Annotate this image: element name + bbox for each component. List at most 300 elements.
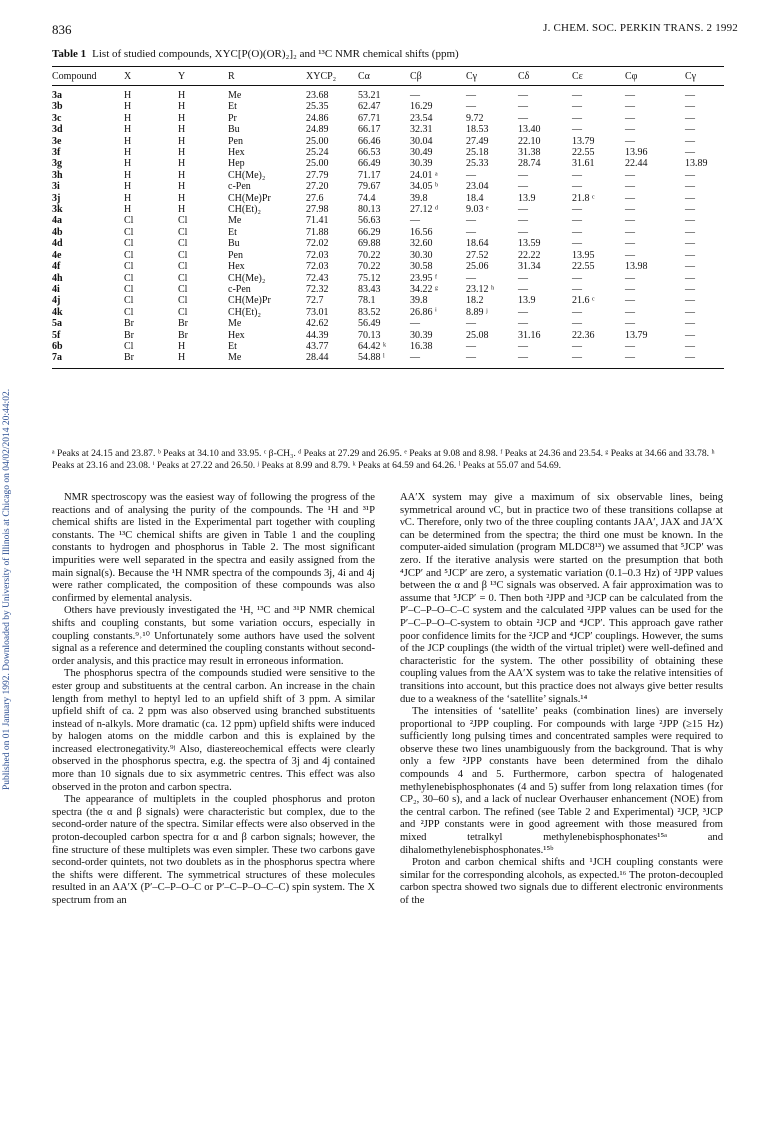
table-cell: — [518, 204, 528, 216]
table-cell: H [124, 124, 132, 136]
table-cell: — [685, 147, 695, 159]
table-cell: — [625, 340, 635, 352]
table-cell: CH(Me)Pr [228, 295, 271, 307]
compound-id-cell: 3g [52, 158, 62, 170]
table-cell: 25.33 [466, 158, 489, 170]
table-row [52, 261, 724, 272]
table-row [52, 352, 724, 368]
table-cell: — [685, 306, 695, 318]
table-cell: — [518, 226, 528, 238]
table-cell: — [685, 329, 695, 341]
table-cell: — [625, 204, 635, 216]
table-cell: — [572, 124, 582, 136]
table-cell: — [625, 169, 635, 181]
table-cell: 70.13 [358, 329, 381, 341]
table-cell: Br [124, 329, 134, 341]
table-cell: — [685, 283, 695, 295]
compound-id-cell: 3a [52, 90, 62, 101]
table-cell: — [410, 215, 420, 227]
table-cell: 23.95 ᶠ [410, 272, 438, 284]
table-cell: — [625, 101, 635, 113]
table-cell: — [625, 192, 635, 204]
table-cell: Et [228, 340, 237, 352]
table-cell: Hex [228, 147, 245, 159]
table-cell: — [518, 169, 528, 181]
table-cell: Cl [124, 226, 134, 238]
table-cell: Me [228, 90, 242, 101]
table-cell: — [625, 90, 635, 101]
table-cell: Cl [178, 238, 188, 250]
compound-id-cell: 3e [52, 135, 62, 147]
table-cell: Hex [228, 261, 245, 273]
table-cell: 24.89 [306, 124, 329, 136]
table-cell: 21.8 ᶜ [572, 192, 595, 204]
table-cell: c-Pen [228, 283, 251, 295]
table-cell: 72.32 [306, 283, 329, 295]
table-body [52, 86, 724, 369]
compound-id-cell: 4k [52, 306, 63, 318]
compound-id-cell: 3i [52, 181, 60, 193]
table-cell: Cl [178, 261, 188, 273]
table-cell: — [572, 101, 582, 113]
table-cell: 30.39 [410, 329, 433, 341]
table-caption-text: List of studied compounds, XYC[P(O)(OR)₂]₂ and ¹³C NMR chemical shifts (ppm) [92, 48, 459, 60]
table-cell: Br [124, 318, 134, 330]
table-cell: 25.18 [466, 147, 489, 159]
table-cell: — [625, 238, 635, 250]
table-cell: Br [178, 329, 188, 341]
table-row [52, 170, 724, 181]
paragraph: The appearance of multiplets in the coupled phosphorus and proton spectra (the α and β signals) were characteristic but complex, due to the second-order nature of the spectra. Similar effects were also observed in the proton-decoupled carbon spectra for α and β carbon signals; however, the fine structure of these multiplets was even simpler. These two carbons gave second-order quintets, not two doublets as in the phosphorus spectra where the shifts were different. The symmetrical structures of these molecules resulted in an AA′X (P′–C–P–O–C or P′–C–P–O–C–C) spin system. The X spectrum from an [52, 794, 375, 906]
compound-id-cell: 5f [52, 329, 61, 341]
table-row [52, 181, 724, 192]
table-cell: CH(Me)₂ [228, 169, 266, 181]
column-header: Compound [52, 67, 124, 86]
table-cell: H [124, 192, 132, 204]
table-cell: 66.17 [358, 124, 381, 136]
table-cell: — [685, 181, 695, 193]
table-cell: H [178, 192, 186, 204]
table-cell: Br [124, 352, 178, 368]
table-cell: Cl [178, 306, 188, 318]
table-cell: 13.9 [518, 295, 536, 307]
table-cell: — [572, 283, 582, 295]
table-cell: 23.12 ʰ [466, 283, 495, 295]
table-cell: — [685, 90, 695, 101]
table-cell: 28.74 [518, 158, 541, 170]
table-row [52, 330, 724, 341]
table-cell: — [625, 249, 635, 261]
compound-id-cell: 4a [52, 215, 62, 227]
table-cell: — [685, 261, 695, 273]
table-cell: 66.53 [358, 147, 381, 159]
table-cell: H [178, 124, 186, 136]
table-cell: H [178, 90, 186, 101]
table-cell: 66.46 [358, 135, 381, 147]
column-header: Cε [572, 67, 625, 86]
table-cell: 18.53 [466, 124, 489, 136]
table-cell: Me [228, 318, 242, 330]
running-head: J. CHEM. SOC. PERKIN TRANS. 2 1992 [543, 22, 738, 34]
table-cell: — [518, 318, 528, 330]
table-cell: 22.55 [572, 147, 595, 159]
table-cell: CH(Me)₂ [228, 272, 266, 284]
table-cell: 8.89 ʲ [466, 306, 488, 318]
table-cell: CH(Me)Pr [228, 192, 271, 204]
table-row [52, 124, 724, 135]
compound-id-cell: 3k [52, 204, 63, 216]
table-cell: — [466, 340, 476, 352]
table-cell: — [572, 318, 582, 330]
table-cell: 70.22 [358, 261, 381, 273]
table-cell: Hep [228, 158, 245, 170]
table-cell: 75.12 [358, 272, 381, 284]
table-cell: 13.95 [572, 249, 595, 261]
table-cell: 13.98 [625, 261, 648, 273]
column-header: Cα [358, 67, 410, 86]
table-cell: H [124, 204, 132, 216]
table-cell: — [572, 181, 582, 193]
table-cell: — [410, 318, 420, 330]
table-cell: Cl [124, 295, 134, 307]
table-header-row [52, 67, 724, 86]
left-text-column [52, 492, 375, 908]
table-cell: 34.22 ᵍ [410, 283, 439, 295]
table-cell: — [518, 283, 528, 295]
table-cell: 71.88 [306, 226, 329, 238]
table-cell: H [178, 352, 228, 368]
compound-id-cell: 4i [52, 283, 60, 295]
table-cell: 18.64 [466, 238, 489, 250]
table-cell: 83.43 [358, 283, 381, 295]
table-row [52, 238, 724, 249]
table-cell: 13.96 [625, 147, 648, 159]
table-cell: — [466, 215, 476, 227]
table-row [52, 284, 724, 295]
table-cell: — [572, 169, 582, 181]
right-text-column [400, 492, 723, 908]
table-row [52, 227, 724, 238]
compound-id-cell: 3b [52, 101, 63, 113]
table-cell: Cl [124, 249, 134, 261]
table-cell: 80.13 [358, 204, 381, 216]
compound-id-cell: 4b [52, 226, 63, 238]
table-cell: 69.88 [358, 238, 381, 250]
table-cell: 31.38 [518, 147, 541, 159]
table-cell: H [178, 147, 186, 159]
table-cell: 22.55 [572, 261, 595, 273]
table-row [52, 136, 724, 147]
table-cell: 27.52 [466, 249, 489, 261]
table-cell: Cl [124, 238, 134, 250]
table-cell: Et [228, 226, 237, 238]
table-cell: 66.29 [358, 226, 381, 238]
table-cell: 79.67 [358, 181, 381, 193]
table-cell: — [685, 295, 695, 307]
column-header: Y [178, 67, 228, 86]
table-cell: 27.98 [306, 204, 329, 216]
table-cell: H [124, 135, 132, 147]
table-cell: — [518, 181, 528, 193]
table-cell: — [466, 169, 476, 181]
column-header: Cφ [625, 67, 685, 86]
table-cell: 72.43 [306, 272, 329, 284]
table-cell: H [178, 204, 186, 216]
table-cell: — [685, 238, 695, 250]
table-cell: — [685, 169, 695, 181]
table-cell: H [124, 158, 132, 170]
table-cell: — [572, 238, 582, 250]
table-cell: 30.30 [410, 249, 433, 261]
table-cell: 72.02 [306, 238, 329, 250]
column-header: Cδ [518, 67, 572, 86]
table-cell: 24.01 ᵃ [410, 169, 438, 181]
table-cell: — [466, 352, 518, 368]
table-cell: 39.8 [410, 192, 428, 204]
table-cell: 64.42 ᵏ [358, 340, 387, 352]
table-cell: — [518, 215, 528, 227]
table-cell: 34.05 ᵇ [410, 181, 439, 193]
table-row [52, 250, 724, 261]
table-cell: — [518, 340, 528, 352]
compound-id-cell: 3f [52, 147, 61, 159]
table-cell: 30.49 [410, 147, 433, 159]
table-cell: 22.10 [518, 135, 541, 147]
table-cell: 31.34 [518, 261, 541, 273]
column-header: R [228, 67, 306, 86]
table-cell: 22.44 [625, 158, 648, 170]
table-cell: 72.03 [306, 261, 329, 273]
table-cell: — [625, 181, 635, 193]
table-cell: — [518, 90, 528, 101]
table-cell: 39.8 [410, 295, 428, 307]
table-cell: — [685, 249, 695, 261]
column-header: X [124, 67, 178, 86]
table-cell: — [410, 90, 420, 101]
table-cell: Pr [228, 112, 237, 124]
table-cell: — [572, 90, 582, 101]
table-cell: 16.38 [410, 340, 433, 352]
table-cell: — [518, 306, 528, 318]
table-cell: 26.86 ⁱ [410, 306, 437, 318]
table-cell: 13.9 [518, 192, 536, 204]
table-cell: 13.40 [518, 124, 541, 136]
table-cell: Bu [228, 238, 240, 250]
table-cell: 21.6 ᶜ [572, 295, 595, 307]
table-cell: 71.41 [306, 215, 329, 227]
table-cell: — [518, 112, 528, 124]
paragraph: NMR spectroscopy was the easiest way of following the progress of the reactions and of analysing the purity of the compounds. The ¹H and ³¹P chemical shifts are listed in the Experimental part together with coupling constants. The ¹³C chemical shifts are given in Table 1 and the coupling constants to hydrogen and phosphorus in Table 2. The most significant impurities were well separated in the spectra and easily assigned from the main signal(s). Because the ¹H NMR spectra of the compounds 3j, 4i and 4j were rather complicated, the composition of these compounds was also confirmed by elemental analysis. [52, 492, 375, 604]
table-cell: 22.22 [518, 249, 541, 261]
paragraph: Others have previously investigated the ¹H, ¹³C and ³¹P NMR chemical shifts and coupling constants, but some variation occurs, especially in coupling constants.⁹˒¹⁰ Unfortunately some authors have used the solvent signal as a reference and determined the coupling constants without second-order analysis, and this practice may result in erroneous information. [52, 605, 375, 667]
paragraph: AA′X system may give a maximum of six observable lines, being symmetrical around νC, but in practice two of these transitions collapse at νC. Therefore, only two of the three coupling contants JAA′, JAX and JA′X can be determined from the spectra; the third one must be known. In the computer-aided simulation (program MLDC8¹³) we assumed that ⁵JCP′ was zero. If the iterative analysis were started on the presumption that both ⁴JCP′ and ⁵JCP′ are zero, a systematic variation (0.1–0.3 Hz) of ²JPP values between the α and β ¹³C signals was observed. A fair approximation was to assume that ⁵JCP′ = 0. Then both ²JPP and ³JCP can be calculated from the P′–C–P–O–C–C system and the calculated ²JPP values can be used for the P′–C–P–O–C-system to obtain ²JCP and ⁴JCP′. This approach gave rather poor confidence limits for the ²JCP and ⁴JCP′ couplings. However, the sums of the JCP couplings (the width of the virtual triplet) were well-defined and characteristic for the system. The other possibility of obtaining these coupling values from the AA′X system was to take the relative intensities of transitions into account, but this practice does not always give better results due to a weakness of the ‘satellite’ signals.¹⁴ [400, 492, 723, 705]
table-cell: Br [178, 318, 188, 330]
table-cell: — [625, 226, 635, 238]
table-cell: — [625, 272, 635, 284]
table-cell: 72.7 [306, 295, 324, 307]
table-cell: — [685, 192, 695, 204]
page-number: 836 [52, 22, 72, 37]
table-cell: Me [228, 215, 242, 227]
table-cell: 25.00 [306, 158, 329, 170]
table-cell: 83.52 [358, 306, 381, 318]
paragraph: The intensities of ‘satellite’ peaks (combination lines) are inversely proportional to ²JPP coupling. For compounds with large ²JPP (≥15 Hz) sufficiently long pulsing times and concentrated samples were required to observe these two lines unambiguously from the background. That is why only a few ²JPP constants have been determined from the dihalo compounds 4 and 5. Furthermore, carbon spectra of halogenated methylenebisphosphonates (4 and 5) suffer from long relaxation times (for CP₂, 30–60 s), and a lack of nuclear Overhauser enhancement (NOE) from the central carbon. The refined (see Table 2 and Experimental) ²JCP, ³JCP and ²JPP constants were in good agreement with those measured from mixed tetralkyl methylenebisphosphonates¹⁵ᵃ and dihalomethylenebisphosphonates.¹⁵ᵇ [400, 706, 723, 856]
table-cell: — [685, 124, 695, 136]
paragraph: The phosphorus spectra of the compounds studied were sensitive to the ester group and substituents at the central carbon. An increase in the chain length from methyl to heptyl led to an upfield shift of 3 ppm. A similar upfield shift of ca. 2 ppm was also observed using branched substituents instead of n-alkyls. More dramatic (ca. 12 ppm) upfield shifts were induced by halogen atoms on the middle carbon and this is explained by the increased electronegativity.⁹ʲ Also, diastereochemical effects were clearly observed in the phosphorus spectra, e.g. the spectra of 3j and 4j contained more than 10 signals due to six asymmetric centres. This effect was also observed in the proton and carbon spectra. [52, 668, 375, 793]
table-cell: — [625, 352, 685, 368]
table-cell: 23.54 [410, 112, 433, 124]
table-cell: Hex [228, 329, 245, 341]
table-cell: 32.31 [410, 124, 433, 136]
compound-id-cell: 4j [52, 295, 61, 307]
table-cell: — [685, 352, 724, 368]
compound-id-cell: 4h [52, 272, 63, 284]
table-label: Table 1 [52, 48, 87, 60]
table-cell: 67.71 [358, 112, 381, 124]
table-cell: — [625, 283, 635, 295]
table-cell: 18.4 [466, 192, 484, 204]
table-cell: 30.58 [410, 261, 433, 273]
table-cell: 13.59 [518, 238, 541, 250]
table-cell: — [625, 306, 635, 318]
table-cell: 22.36 [572, 329, 595, 341]
table-cell: — [685, 272, 695, 284]
table-cell: 31.16 [518, 329, 541, 341]
table-row [52, 147, 724, 158]
table-cell: 78.1 [358, 295, 376, 307]
table-cell: Pen [228, 249, 243, 261]
table-cell: 13.79 [572, 135, 595, 147]
table-cell: 32.60 [410, 238, 433, 250]
table-cell: — [625, 318, 635, 330]
column-header: Cβ [410, 67, 466, 86]
compound-id-cell: 7a [52, 352, 124, 368]
table-cell: 72.03 [306, 249, 329, 261]
table-cell: — [572, 204, 582, 216]
table-row [52, 158, 724, 169]
table-cell: — [410, 352, 466, 368]
table-cell: — [685, 226, 695, 238]
table-cell: — [518, 272, 528, 284]
table-cell: — [685, 135, 695, 147]
table-cell: Cl [178, 215, 188, 227]
table-cell: H [178, 169, 186, 181]
table-cell: Me [228, 352, 306, 368]
table-cell: 66.49 [358, 158, 381, 170]
table-row [52, 86, 724, 102]
table-cell: c-Pen [228, 181, 251, 193]
table-cell: H [124, 101, 132, 113]
table-cell: H [124, 147, 132, 159]
table-cell: — [625, 112, 635, 124]
table-cell: H [124, 169, 132, 181]
table-cell: 25.06 [466, 261, 489, 273]
table-row [52, 295, 724, 306]
table-cell: 73.01 [306, 306, 329, 318]
table-row [52, 193, 724, 204]
table-cell: H [178, 112, 186, 124]
table-cell: Cl [178, 249, 188, 261]
table-cell: 27.79 [306, 169, 329, 181]
table-cell: — [685, 112, 695, 124]
compound-id-cell: 5a [52, 318, 62, 330]
table-cell: — [466, 318, 476, 330]
table-footnotes: ᵃ Peaks at 24.15 and 23.87. ᵇ Peaks at 34.10 and 33.95. ᶜ β-CH₃. ᵈ Peaks at 27.29 and 26.95. ᵉ Peaks at 9.08 and 8.98. ᶠ Peaks at 24.36 and 23.54. ᵍ Peaks at 34.66 and 33.78. ʰ Peaks at 23.16 and 23.08. ⁱ Peaks at 27.22 and 26.50. ʲ Peaks at 8.99 and 8.79. ᵏ Peaks at 64.59 and 64.26. ˡ Peaks at 55.07 and 54.69. [52, 448, 715, 471]
table-cell: 24.86 [306, 112, 329, 124]
table-cell: H [124, 112, 132, 124]
table-cell: — [685, 204, 695, 216]
table-caption [52, 48, 459, 60]
table-row [52, 101, 724, 112]
table-cell: — [685, 340, 695, 352]
table-cell: 44.39 [306, 329, 329, 341]
table-cell: — [572, 272, 582, 284]
table-cell: 13.79 [625, 329, 648, 341]
table-cell: 25.35 [306, 101, 329, 113]
table-cell: Cl [124, 215, 134, 227]
table-cell: 30.04 [410, 135, 433, 147]
table-cell: 28.44 [306, 352, 358, 368]
table-cell: — [625, 135, 635, 147]
table-cell: CH(Et)₂ [228, 306, 261, 318]
compound-id-cell: 3d [52, 124, 63, 136]
table-cell: H [178, 181, 186, 193]
table-cell: 54.88 ˡ [358, 352, 410, 368]
table-cell: — [685, 215, 695, 227]
table-cell: H [124, 181, 132, 193]
table-cell: Et [228, 101, 237, 113]
table-cell: — [685, 101, 695, 113]
table-cell: H [178, 101, 186, 113]
table-cell: 31.61 [572, 158, 595, 170]
table-cell: H [178, 340, 186, 352]
column-header: Cγ [685, 67, 724, 86]
table-cell: Cl [124, 261, 134, 273]
table-row [52, 273, 724, 284]
table-cell: 13.89 [685, 158, 708, 170]
table-cell: — [572, 226, 582, 238]
table-cell: 27.49 [466, 135, 489, 147]
table-cell: Cl [124, 306, 134, 318]
table-cell: 23.68 [306, 90, 329, 101]
table-cell: Cl [178, 295, 188, 307]
compound-id-cell: 6b [52, 340, 63, 352]
table-cell: Cl [124, 340, 134, 352]
table-cell: — [625, 124, 635, 136]
table-cell: — [572, 215, 582, 227]
table-cell: — [572, 352, 625, 368]
table-cell: — [572, 306, 582, 318]
table-cell: 27.6 [306, 192, 324, 204]
table-cell: H [178, 158, 186, 170]
side-note-text: Published on 01 January 1992. Downloaded by University of Illinois at Chicago on 04/02/2014 20:44:02. [2, 388, 12, 790]
table-cell: — [572, 112, 582, 124]
compound-id-cell: 4e [52, 249, 62, 261]
table-cell: — [466, 272, 476, 284]
table-cell: 30.39 [410, 158, 433, 170]
compound-id-cell: 4d [52, 238, 63, 250]
table-cell: — [466, 226, 476, 238]
compound-id-cell: 3h [52, 169, 63, 181]
column-header: Cγ [466, 67, 518, 86]
table-cell: Bu [228, 124, 240, 136]
table-cell: 18.2 [466, 295, 484, 307]
compound-id-cell: 3c [52, 112, 62, 124]
table-cell: 70.22 [358, 249, 381, 261]
table-cell: 25.24 [306, 147, 329, 159]
table-cell: 27.12 ᵈ [410, 204, 439, 216]
table-row [52, 307, 724, 318]
